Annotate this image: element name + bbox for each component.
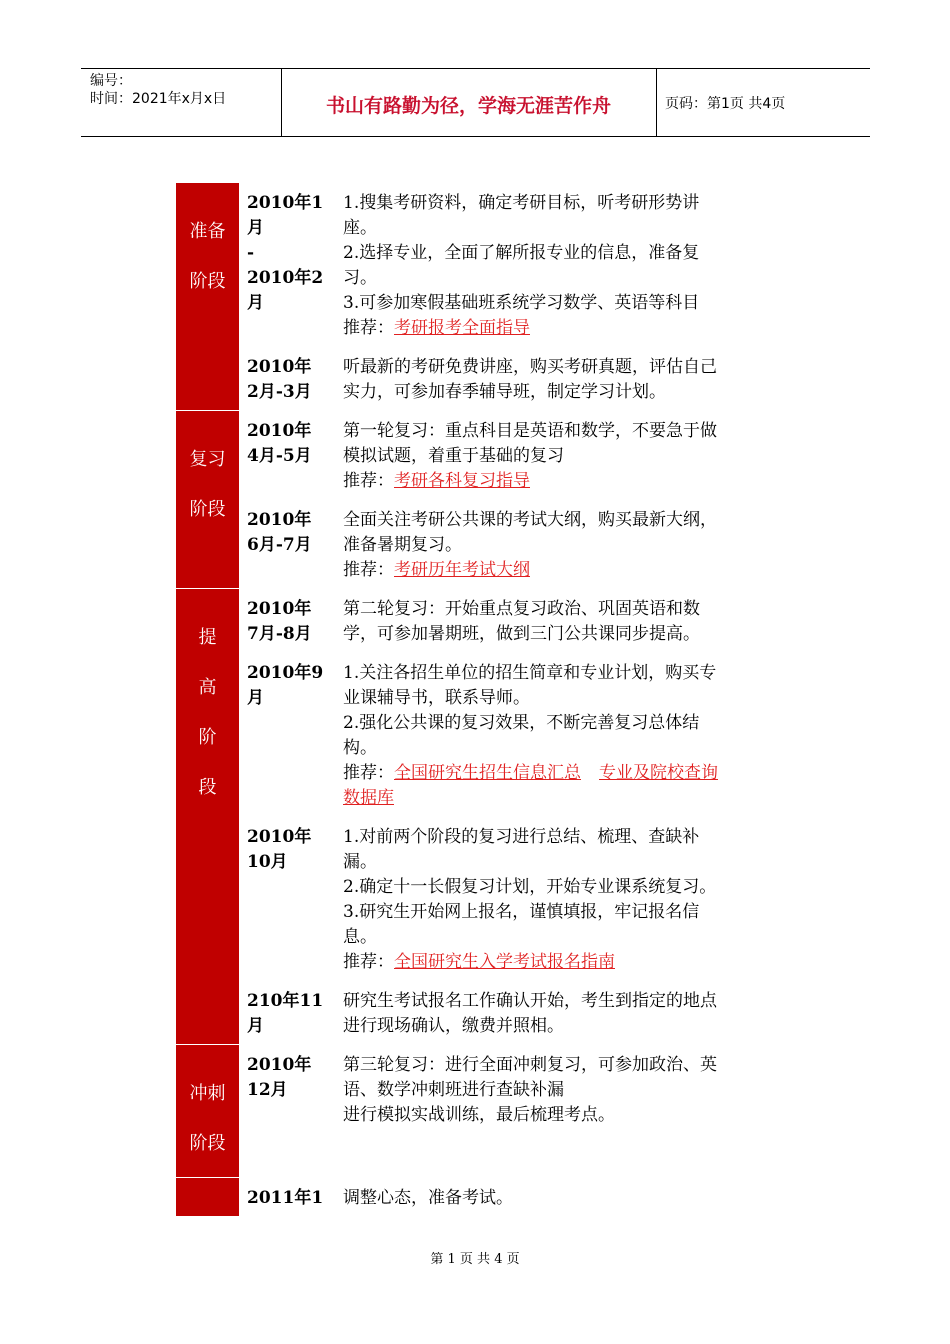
row-content: 第一轮复习：重点科目是英语和数学，不要急于做 模拟试题，着重于基础的复习 推荐：考研各科复习指导 — [343, 419, 773, 494]
row-date: 2010年 12月 — [247, 1055, 312, 1100]
recommendation: 推荐：全国研究生招生信息汇总 专业及院校查询 — [343, 763, 718, 783]
stage-review — [176, 411, 239, 588]
stage-label: 复习 — [189, 449, 226, 470]
stage-label: 阶段 — [189, 271, 226, 292]
document-header — [81, 68, 870, 137]
row-content: 全面关注考研公共课的考试大纲，购买最新大纲， 准备暑期复习。 推荐：考研历年考试大纲 — [343, 508, 773, 583]
recommend-link[interactable]: 全国研究生入学考试报名指南 — [394, 952, 615, 972]
row-date: 2010年1 月 - 2010年2 月 — [247, 193, 324, 313]
row-content: 听最新的考研免费讲座，购买考研真题，评估自己 实力，可参加春季辅导班，制定学习计划。 — [343, 357, 717, 402]
stage-label: 准备 — [189, 221, 226, 242]
number-label: 编号： — [90, 73, 132, 89]
row-date: 2010年 7月-8月 — [247, 599, 312, 644]
row-date: 2011年1 — [247, 1188, 324, 1208]
stage-separator — [176, 1177, 239, 1178]
header-divider — [656, 69, 657, 136]
row-content: 1.对前两个阶段的复习进行总结、梳理、查缺补 漏。 2.确定十一长假复习计划，开始专业课系统复习。 3.研究生开始网上报名，谨慎填报，牢记报名信 息。 推荐：全国研究生入学考试报名指南 — [343, 825, 773, 975]
recommendation: 推荐：考研各科复习指导 — [343, 471, 530, 491]
stage-prepare — [176, 183, 239, 410]
row-content: 1.搜集考研资料，确定考研目标，听考研形势讲 座。 2.选择专业，全面了解所报专业的信息，准备复 习。 3.可参加寒假基础班系统学习数学、英语等科目 推荐：考研报考全面指导 — [343, 191, 773, 341]
row-content: 1.关注各招生单位的招生简章和专业计划，购买专 业课辅导书，联系导师。 2.强化公共课的复习效果，不断完善复习总体结 构。 推荐：全国研究生招生信息汇总 专业及院校查询 数据库 — [343, 661, 773, 811]
header-meta — [90, 72, 226, 108]
page-footer: 第 1 页 共 4 页 — [430, 1252, 520, 1267]
stage-label: 段 — [198, 777, 217, 798]
row-content: 调整心态，准备考试。 — [343, 1188, 513, 1208]
stage-label: 高 — [198, 677, 217, 698]
row-content: 第二轮复习：开始重点复习政治、巩固英语和数 学，可参加暑期班，做到三门公共课同步提高。 — [343, 599, 700, 644]
stage-label: 阶段 — [189, 1133, 226, 1154]
stage-label: 冲刺 — [189, 1083, 226, 1104]
page-indicator: 页码：第1页 共4页 — [665, 96, 786, 112]
recommendation: 推荐：考研报考全面指导 — [343, 318, 530, 338]
row-content: 研究生考试报名工作确认开始，考生到指定的地点 进行现场确认，缴费并照相。 — [343, 991, 717, 1036]
row-date: 2010年 4月-5月 — [247, 421, 312, 466]
recommend-link[interactable]: 考研历年考试大纲 — [394, 560, 530, 580]
row-date: 2010年 6月-7月 — [247, 510, 312, 555]
recommendation: 推荐：考研历年考试大纲 — [343, 560, 530, 580]
recommend-link[interactable]: 考研报考全面指导 — [394, 318, 530, 338]
stage-label: 提 — [198, 627, 217, 648]
row-date: 2010年 10月 — [247, 827, 312, 872]
row-content: 第三轮复习：进行全面冲刺复习，可参加政治、英 语、数学冲刺班进行查缺补漏 进行模拟实战训练，最后梳理考点。 — [343, 1055, 717, 1125]
row-date: 2010年 2月-3月 — [247, 357, 312, 402]
recommend-link[interactable]: 全国研究生招生信息汇总 — [394, 763, 581, 783]
recommend-link-cont[interactable]: 数据库 — [343, 788, 394, 808]
stage-sprint — [176, 1045, 239, 1216]
stage-label: 阶段 — [189, 499, 226, 520]
row-date: 2010年9 月 — [247, 663, 324, 708]
time-label: 时间：2021年x月x日 — [90, 91, 227, 107]
stage-improve — [176, 589, 239, 1044]
row-date: 210年11 月 — [247, 991, 324, 1036]
header-motto: 书山有路勤为径，学海无涯苦作舟 — [325, 95, 611, 117]
recommendation: 推荐：全国研究生入学考试报名指南 — [343, 952, 615, 972]
stage-label: 阶 — [198, 727, 217, 748]
recommend-link[interactable]: 专业及院校查询 — [599, 763, 718, 783]
recommend-link[interactable]: 考研各科复习指导 — [394, 471, 530, 491]
